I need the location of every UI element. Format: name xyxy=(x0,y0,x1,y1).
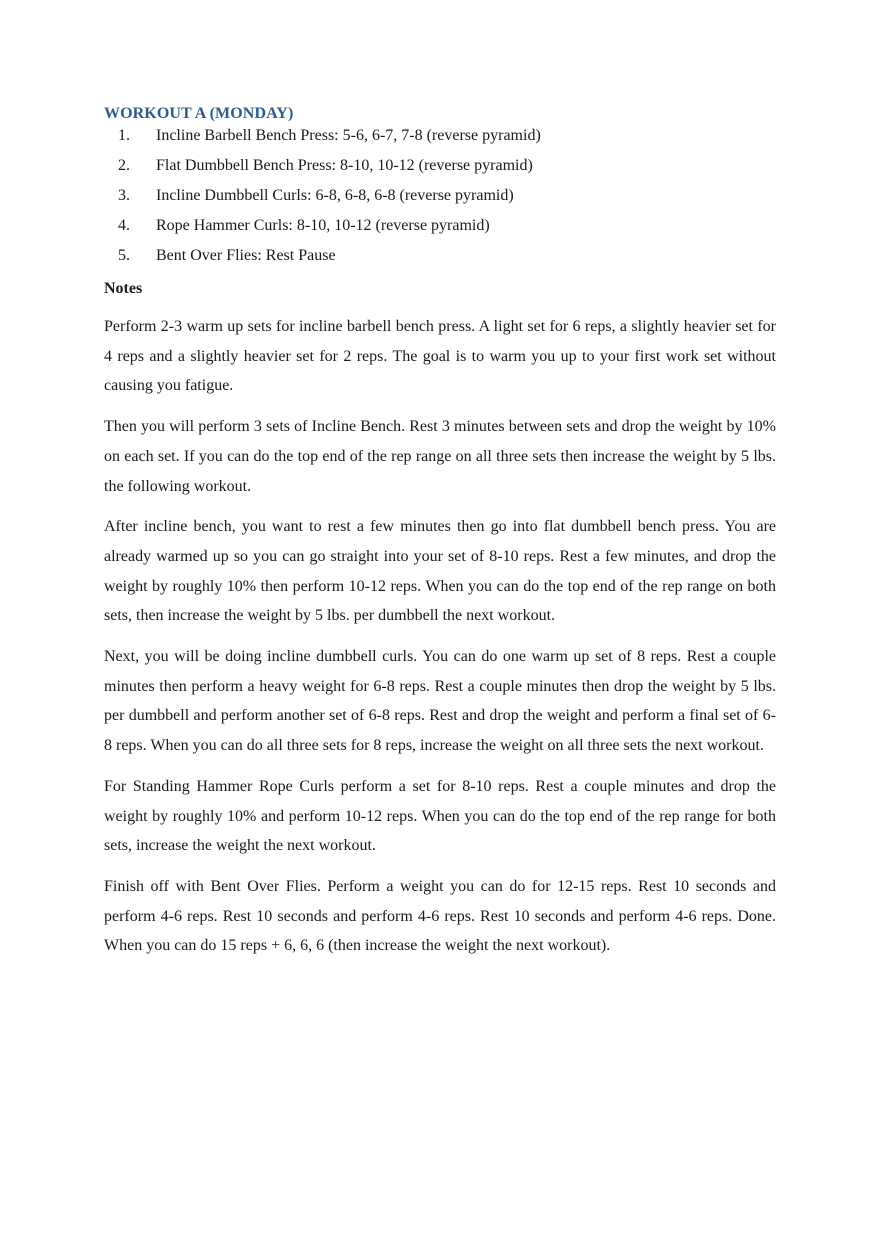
list-item-text: Incline Barbell Bench Press: 5-6, 6-7, 7-8 (reverse pyramid) xyxy=(156,127,541,144)
workout-heading: WORKOUT A (MONDAY) xyxy=(104,105,294,122)
list-item-text: Flat Dumbbell Bench Press: 8-10, 10-12 (reverse pyramid) xyxy=(156,157,533,174)
paragraph-flat-dumbbell: After incline bench, you want to rest a few minutes then go into flat dumbbell bench press. You are already warmed up so you can go straight into your set of 8-10 reps. Rest a few minutes, and drop the weight by roughly 10% then perform 10-12 reps. When you can do the top end of the rep range on both sets, then increase the weight by 5 lbs. per dumbbell the next workout. xyxy=(104,518,776,625)
list-item xyxy=(104,245,776,267)
list-item-number: 5. xyxy=(118,247,130,264)
paragraph-hammer-curls: For Standing Hammer Rope Curls perform a set for 8-10 reps. Rest a couple minutes and drop the weight by roughly 10% and perform 10-12 reps. When you can do the top end of the rep range for both sets, increase the weight the next workout. xyxy=(104,777,776,855)
paragraph-incline-curls: Next, you will be doing incline dumbbell curls. You can do one warm up set of 8 reps. Rest a couple minutes then perform a heavy weight for 6-8 reps. Rest a couple minutes then drop the weight by 5 lbs. per dumbbell and perform another set of 6-8 reps. Rest and drop the weight and perform a final set of 6-8 reps. When you can do all three sets for 8 reps, increase the weight on all three sets the next workout. xyxy=(104,648,776,755)
list-item-number: 2. xyxy=(118,157,130,174)
list-item xyxy=(104,215,776,237)
exercise-list xyxy=(104,125,776,267)
paragraph-incline-bench: Then you will perform 3 sets of Incline Bench. Rest 3 minutes between sets and drop the weight by 10% on each set. If you can do the top end of the rep range on all three sets then increase the weight by 5 lbs. the following workout. xyxy=(104,418,776,495)
list-item-number: 3. xyxy=(118,187,130,204)
list-item-text: Bent Over Flies: Rest Pause xyxy=(156,247,336,264)
list-item-text: Rope Hammer Curls: 8-10, 10-12 (reverse pyramid) xyxy=(156,217,490,234)
list-item xyxy=(104,185,776,207)
list-item-text: Incline Dumbbell Curls: 6-8, 6-8, 6-8 (reverse pyramid) xyxy=(156,187,514,204)
list-item xyxy=(104,155,776,177)
list-item-number: 4. xyxy=(118,217,130,234)
paragraph-warmup: Perform 2-3 warm up sets for incline barbell bench press. A light set for 6 reps, a slightly heavier set for 4 reps and a slightly heavier set for 2 reps. The goal is to warm you up to your first work set without causing you fatigue. xyxy=(104,318,776,395)
list-item-number: 1. xyxy=(118,127,130,144)
paragraph-bent-over-flies: Finish off with Bent Over Flies. Perform a weight you can do for 12-15 reps. Rest 10 seconds and perform 4-6 reps. Rest 10 seconds and perform 4-6 reps. Rest 10 seconds and perform 4-6 reps. Done. When you can do 15 reps + 6, 6, 6 (then increase the weight the next workout). xyxy=(104,877,776,955)
notes-heading: Notes xyxy=(104,280,143,297)
document-page xyxy=(104,103,776,972)
list-item xyxy=(104,125,776,147)
